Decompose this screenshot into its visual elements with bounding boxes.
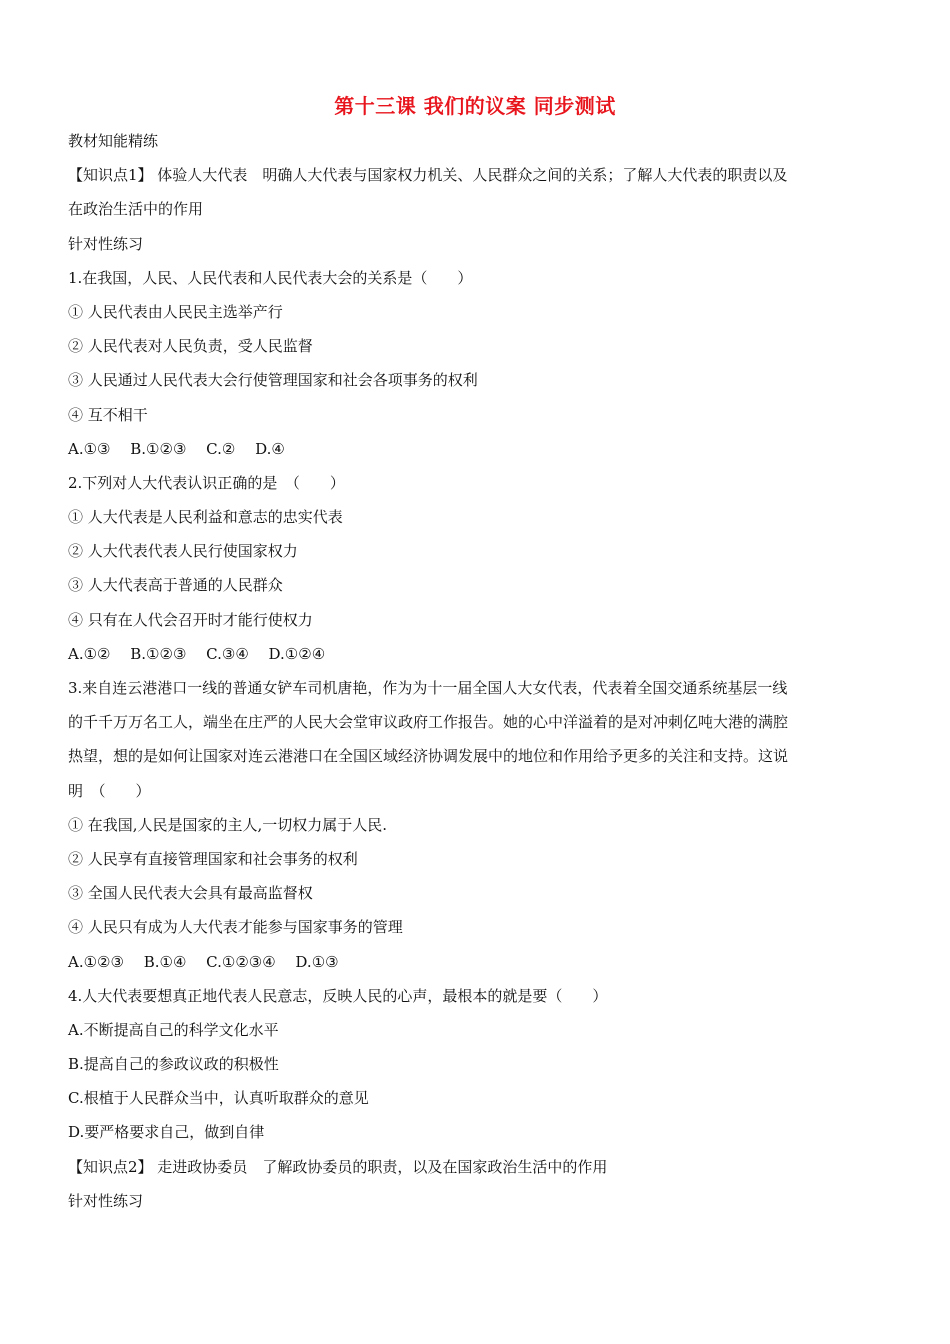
question-3-cont-2: 热望，想的是如何让国家对连云港港口在全国区域经济协调发展中的地位和作用给予更多的关注和支持。这说 <box>68 747 789 766</box>
question-2: 2.下列对人大代表认识正确的是 （ ） <box>68 473 345 492</box>
q2-item-2: ② 人大代表代表人民行使国家权力 <box>68 542 298 561</box>
q1-item-2: ② 人民代表对人民负责，受人民监督 <box>68 337 313 356</box>
q2-item-1: ① 人大代表是人民利益和意志的忠实代表 <box>68 508 343 527</box>
question-3-cont-1: 的千千万万名工人，端坐在庄严的人民大会堂审议政府工作报告。她的心中洋溢着的是对冲刺亿吨大港的满腔 <box>68 713 789 732</box>
knowledge-point-1-cont: 在政治生活中的作用 <box>68 200 204 219</box>
q4-option-c: C.根植于人民群众当中，认真听取群众的意见 <box>68 1089 369 1108</box>
document-body <box>68 124 888 1218</box>
knowledge-point-1: 【知识点1】 体验人大代表 明确人大代表与国家权力机关、人民群众之间的关系；了解人大代表的职责以及 <box>68 166 788 185</box>
practice-heading: 针对性练习 <box>68 234 144 253</box>
practice-heading-2: 针对性练习 <box>68 1191 144 1210</box>
q1-options: A.①③ B.①②③ C.② D.④ <box>68 439 285 458</box>
section-heading: 教材知能精练 <box>68 132 159 150</box>
question-3: 3.来自连云港港口一线的普通女铲车司机唐艳，作为为十一届全国人大女代表，代表着全国交通系统基层一线 <box>68 679 788 697</box>
q3-item-2: ② 人民享有直接管理国家和社会事务的权利 <box>68 849 358 868</box>
q3-item-1: ① 在我国,人民是国家的主人,一切权力属于人民. <box>68 815 388 834</box>
q4-option-b: B.提高自己的参政议政的积极性 <box>68 1055 279 1074</box>
q1-item-1: ① 人民代表由人民民主选举产行 <box>68 302 283 321</box>
question-3-cont-3: 明 （ ） <box>68 781 151 800</box>
q2-item-3: ③ 人大代表高于普通的人民群众 <box>68 576 283 595</box>
document-title: 第十三课 我们的议案 同步测试 <box>334 94 616 118</box>
question-4: 4.人大代表要想真正地代表人民意志，反映人民的心声，最根本的就是要（ ） <box>68 986 608 1005</box>
q2-options: A.①② B.①②③ C.③④ D.①②④ <box>68 644 326 663</box>
knowledge-point-2: 【知识点2】 走进政协委员 了解政协委员的职责，以及在国家政治生活中的作用 <box>68 1157 608 1176</box>
q2-item-4: ④ 只有在人代会召开时才能行使权力 <box>68 610 313 629</box>
q3-item-3: ③ 全国人民代表大会具有最高监督权 <box>68 884 313 903</box>
q4-option-a: A.不断提高自己的科学文化水平 <box>68 1020 279 1039</box>
q4-option-d: D.要严格要求自己，做到自律 <box>68 1123 265 1142</box>
q1-item-3: ③ 人民通过人民代表大会行使管理国家和社会各项事务的权利 <box>68 371 478 390</box>
question-1: 1.在我国，人民、人民代表和人民代表大会的关系是（ ） <box>68 268 473 287</box>
q3-options: A.①②③ B.①④ C.①②③④ D.①③ <box>68 952 339 971</box>
q1-item-4: ④ 互不相干 <box>68 405 148 424</box>
q3-item-4: ④ 人民只有成为人大代表才能参与国家事务的管理 <box>68 918 403 937</box>
